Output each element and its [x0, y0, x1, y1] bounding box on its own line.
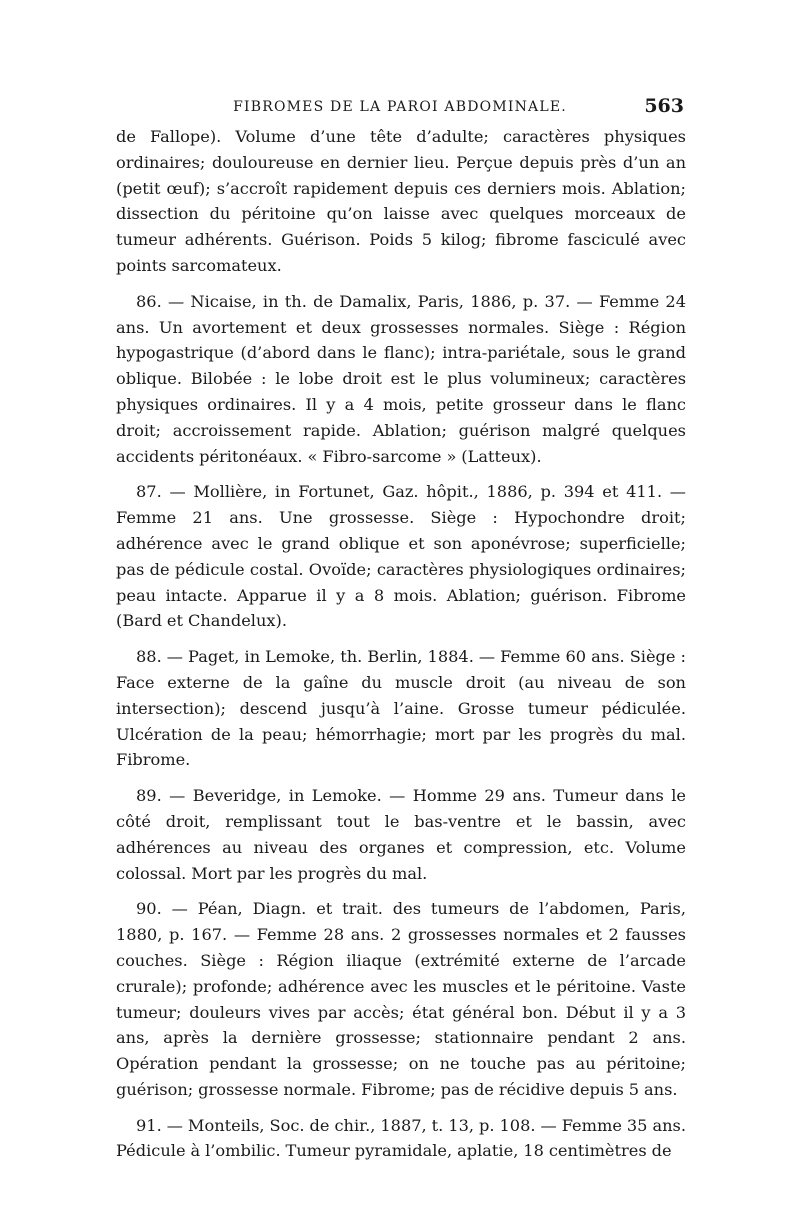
- case-89-paragraph: 89. — Beveridge, in Lemoke. — Homme 29 ans. Tumeur dans le côté droit, remplissant tout le bas-ventre et le bassin, avec adhérences au niveau des organes et compression, etc. Volume colossal. Mort par les progrès du mal.: [116, 786, 686, 883]
- case-90-paragraph: 90. — Péan, Diagn. et trait. des tumeurs de l’abdomen, Paris, 1880, p. 167. — Femme 28 ans. 2 grossesses normales et 2 fausses couches. Siège : Région iliaque (extrémité externe de l’arcade crurale); profonde; adhérence avec les muscles et le péritoine. Vaste tumeur; douleurs vives par accès; état général bon. Début il y a 3 ans, après la dernière grossesse; stationnaire pendant 2 ans. Opération pendant la grossesse; on ne touche pas au péritoine; guérison; grossesse normale. Fibrome; pas de récidive depuis 5 ans.: [116, 899, 686, 1099]
- body-text: [116, 124, 686, 1174]
- case-91-paragraph: 91. — Monteils, Soc. de chir., 1887, t. 13, p. 108. — Femme 35 ans. Pédicule à l’ombilic. Tumeur pyramidale, aplatie, 18 centimètres de: [116, 1115, 686, 1161]
- page-header: [116, 93, 684, 123]
- page-number: 563: [644, 95, 684, 117]
- paragraph-continuation: de Fallope). Volume d’une tête d’adulte; caractères physiques ordinaires; douloureuse en dernier lieu. Perçue depuis près d’un an (petit œuf); s’accroît rapidement depuis ces derniers mois. Ablation; dissection du péritoine qu’on laisse avec quelques morceaux de tumeur adhérents. Guérison. Poids 5 kilog; fibrome fasciculé avec points sarcomateux.: [116, 127, 686, 275]
- case-87-paragraph: 87. — Mollière, in Fortunet, Gaz. hôpit., 1886, p. 394 et 411. — Femme 21 ans. Une grossesse. Siège : Hypochondre droit; adhérence avec le grand oblique et son aponévrose; superficielle; pas de pédicule costal. Ovoïde; caractères physiologiques ordinaires; peau intacte. Apparue il y a 8 mois. Ablation; guérison. Fibrome (Bard et Chandelux).: [116, 482, 686, 631]
- running-title: FIBROMES DE LA PAROI ABDOMINALE.: [233, 99, 567, 115]
- case-86-paragraph: 86. — Nicaise, in th. de Damalix, Paris, 1886, p. 37. — Femme 24 ans. Un avortement et deux grossesses normales. Siège : Région hypogastrique (d’abord dans le flanc); intra-pariétale, sous le grand oblique. Bilobée : le lobe droit est le plus volumineux; caractères physiques ordinaires. Il y a 4 mois, petite grosseur dans le flanc droit; accroissement rapide. Ablation; guérison malgré quelques accidents péritonéaux. « Fibro-sarcome » (Latteux).: [116, 291, 686, 466]
- case-88-paragraph: 88. — Paget, in Lemoke, th. Berlin, 1884. — Femme 60 ans. Siège : Face externe de la gaîne du muscle droit (au niveau de son intersection); descend jusqu’à l’aine. Grosse tumeur pédiculée. Ulcération de la peau; hémorrhagie; mort par les progrès du mal. Fibrome.: [116, 647, 686, 770]
